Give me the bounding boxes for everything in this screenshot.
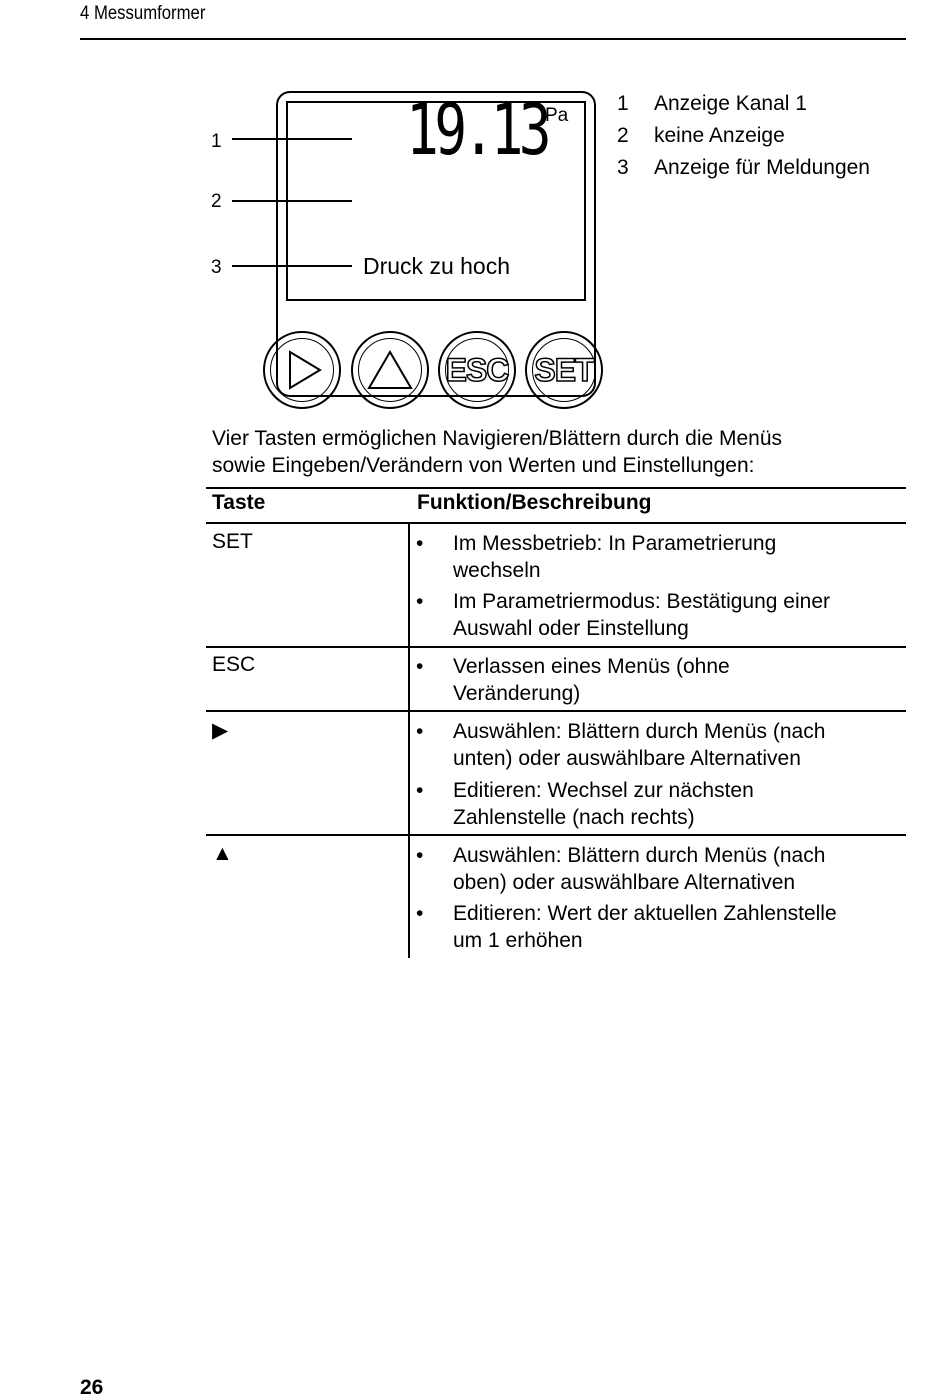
legend-item: 2 keine Anzeige — [617, 124, 785, 147]
list-item: • Im Messbetrieb: In Parametrierung wechseln — [416, 532, 777, 582]
display-value: 19.13 — [406, 89, 547, 171]
legend-item: 3 Anzeige für Meldungen — [617, 156, 870, 179]
key-right-arrow: ▶ — [212, 719, 229, 742]
key-esc: ESC — [212, 653, 256, 676]
header-rule — [206, 522, 906, 524]
figure-legend — [617, 88, 870, 184]
legend-item: 1 Anzeige Kanal 1 — [617, 92, 807, 115]
list-item: • Im Parametriermodus: Bestätigung einer Auswahl oder Einstellung — [416, 590, 831, 640]
display-unit: Pa — [545, 105, 569, 126]
right-arrow-button[interactable] — [263, 331, 341, 409]
list-item: • Editieren: Wechsel zur nächsten Zahlenstelle (nach rechts) — [416, 779, 754, 829]
list-item: • Verlassen eines Menüs (ohne Veränderung) — [416, 655, 730, 705]
callout-line-2 — [232, 200, 352, 202]
list-item: • Auswählen: Blättern durch Menüs (nach unten) oder auswählbare Alternativen — [416, 720, 826, 770]
callout-line-3 — [232, 265, 352, 267]
chapter-title: 4 Messumformer — [80, 3, 206, 24]
row-rule — [206, 710, 906, 712]
row-rule — [206, 834, 906, 836]
up-arrow-button[interactable] — [351, 331, 429, 409]
up-triangle-icon — [366, 348, 414, 392]
intro-paragraph: Vier Tasten ermöglichen Navigieren/Blättern durch die Menüs sowie Eingeben/Verändern von Werten und Einstellungen: — [212, 427, 783, 477]
table-top-rule — [206, 487, 906, 489]
header-key: Taste — [212, 491, 266, 514]
set-button-label: SET — [534, 351, 594, 388]
key-set: SET — [212, 530, 253, 553]
device-figure — [200, 85, 620, 415]
header-function: Funktion/Beschreibung — [417, 491, 652, 514]
key-up-arrow: ▲ — [212, 842, 233, 865]
play-icon — [280, 348, 324, 392]
list-item: • Auswählen: Blättern durch Menüs (nach oben) oder auswählbare Alternativen — [416, 844, 826, 894]
callout-3: 3 — [211, 257, 222, 278]
display-message: Druck zu hoch — [363, 253, 511, 279]
esc-button-label: ESC — [445, 351, 509, 388]
callout-1: 1 — [211, 131, 222, 152]
header-divider — [80, 38, 906, 40]
callout-2: 2 — [211, 191, 222, 212]
callout-line-1 — [232, 138, 352, 140]
row-rule — [206, 646, 906, 648]
list-item: • Editieren: Wert der aktuellen Zahlenstelle um 1 erhöhen — [416, 902, 837, 952]
column-divider — [408, 522, 410, 958]
page-number: 26 — [80, 1376, 104, 1399]
esc-button[interactable] — [438, 331, 516, 409]
set-button[interactable] — [525, 331, 603, 409]
